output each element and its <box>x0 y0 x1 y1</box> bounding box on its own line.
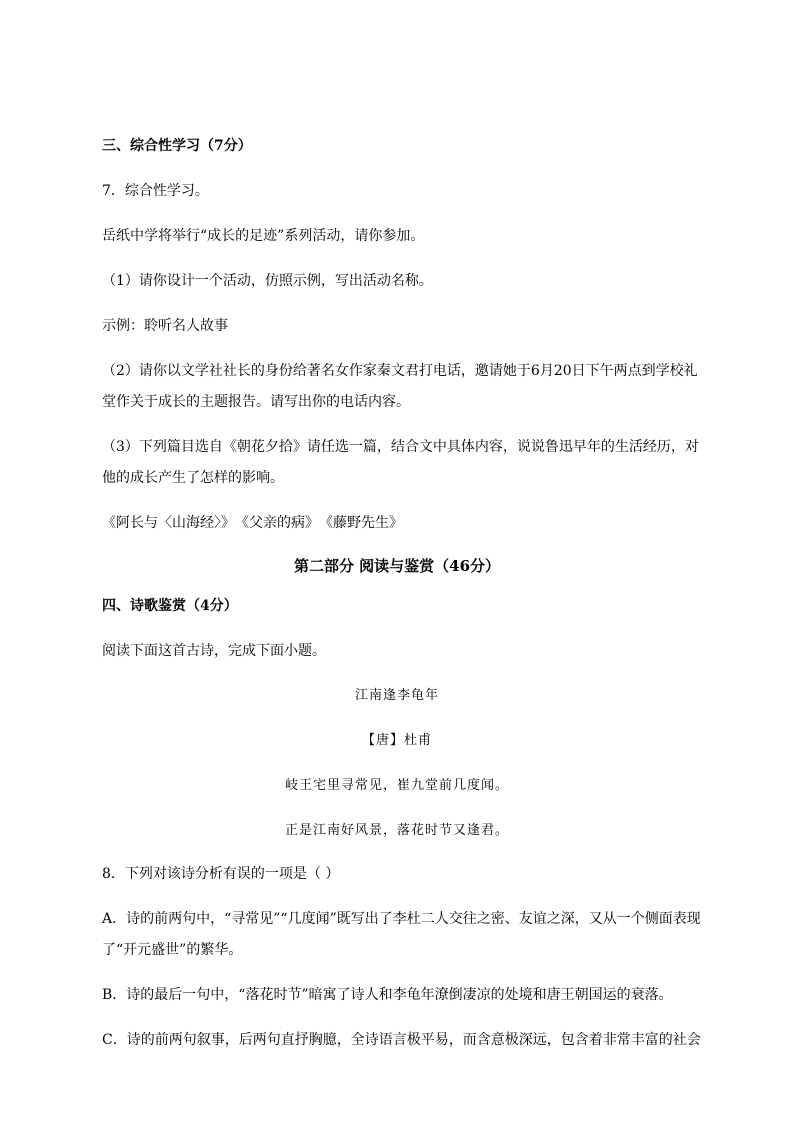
question-7-sub3-line2: 他的成长产生了怎样的影响。 <box>102 470 284 486</box>
section-3-heading: 三、综合性学习（7分） <box>102 138 252 154</box>
question-7-example: 示例：聆听名人故事 <box>102 318 228 334</box>
section-4-instruction: 阅读下面这首古诗，完成下面小题。 <box>102 643 326 659</box>
option-a-line2: 了“开元盛世”的繁华。 <box>102 942 243 958</box>
question-7-sub2-line1: （2）请你以文学社社长的身份给著名女作家秦文君打电话，邀请她于6月20日下午两点到学校礼 <box>102 363 698 379</box>
question-8: 8．下列对该诗分析有误的一项是（ ） <box>102 866 340 882</box>
option-c-line1: C．诗的前两句叙事，后两句直抒胸臆，全诗语言极平易，而含意极深远，包含着非常丰富的社会 <box>102 1032 701 1048</box>
question-7-intro: 岳纸中学将举行“成长的足迹”系列活动，请你参加。 <box>102 228 425 244</box>
part-2-title: 第二部分 阅读与鉴赏（46分） <box>293 557 501 575</box>
poem-line-1: 岐王宅里寻常见，崔九堂前几度闻。 <box>284 778 509 793</box>
question-7-sub1: （1）请你设计一个活动，仿照示例，写出活动名称。 <box>102 273 433 289</box>
question-7-sub2-line2: 堂作关于成长的主题报告。请写出你的电话内容。 <box>102 394 410 410</box>
question-7-sub3-line1: （3）下列篇目选自《朝花夕拾》请任选一篇，结合文中具体内容，说说鲁迅早年的生活经历，对 <box>102 439 699 455</box>
question-7-title: 7．综合性学习。 <box>102 183 209 199</box>
poem-line-2: 正是江南好风景，落花时节又逢君。 <box>284 823 509 838</box>
section-4-heading: 四、诗歌鉴赏（4分） <box>102 598 238 614</box>
question-7-titles: 《阿长与〈山海经〉》 《父亲的病》 《藤野先生》 <box>102 515 403 531</box>
option-a-line1: A．诗的前两句中，“寻常见”“几度闻”既写出了李杜二人交往之密、友谊之深，又从一个侧面表现 <box>102 911 701 927</box>
poem-title: 江南逢李龟年 <box>354 688 439 703</box>
option-b: B．诗的最后一句中，“落花时节”暗寓了诗人和李龟年潦倒凄凉的处境和唐王朝国运的衰落。 <box>102 987 673 1003</box>
poem-author: 【唐】杜甫 <box>361 733 432 748</box>
